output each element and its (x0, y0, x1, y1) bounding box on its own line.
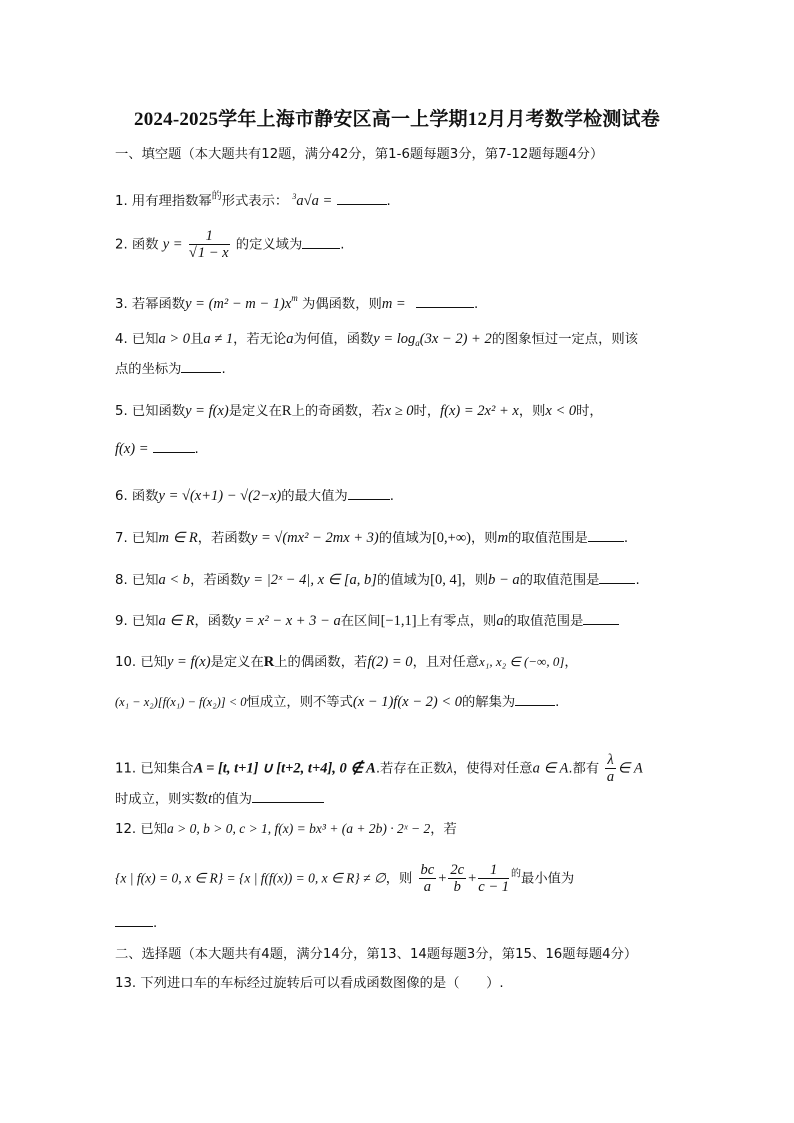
section-heading-choice: 二、选择题（本大题共有4题，满分14分，第13、14题每题3分，第15、16题每题4分） (115, 947, 638, 962)
question-6: 6. 函数y = √(x+1) − √(2−x)的最大值为 . (115, 488, 394, 504)
question-7: 7. 已知m ∈ R，若函数y = √(mx² − 2mx + 3)的值域为[0,+∞)，则m的取值范围是 . (115, 530, 629, 546)
answer-blank (416, 295, 474, 308)
answer-blank (302, 236, 340, 249)
answer-blank (337, 192, 387, 205)
answer-blank (583, 612, 619, 625)
answer-blank (252, 790, 324, 803)
question-10-cont: (x₁ − x₂)[f(x₁) − f(x₂)] < 0恒成立，则不等式(x − 1)f(x − 2) < 0的解集为 . (115, 694, 560, 710)
q2-fraction: $\frac{1}{√1 - x}$ (188, 228, 229, 261)
section-heading-fill-blank: 一、填空题（本大题共有12题，满分42分，第1-6题每题3分，第7-12题每题4分） (115, 147, 604, 162)
answer-blank (115, 914, 153, 927)
question-13: 13. 下列进口车的车标经过旋转后可以看成函数图像的是（ ）. (115, 976, 504, 991)
answer-blank (515, 693, 555, 706)
answer-blank (153, 440, 195, 453)
question-11: 11. 已知集合A = [t, t+1] ∪ [t+2, t+4], 0 ∉ A.若存在正数λ，使得对任意a ∈ A.都有 $\frac{\lambda}{a}$ ∈ A (115, 752, 643, 785)
answer-blank (348, 487, 390, 500)
question-12-blank: . (115, 914, 157, 932)
question-4-cont: 点的坐标为 . (115, 362, 226, 377)
question-10: 10. 已知y = f(x)是定义在R上的偶函数，若f(2) = 0，且对任意x₁, x₂ ∈ (−∞, 0]， (115, 654, 578, 670)
answer-blank (588, 529, 624, 542)
q1-expression: $^3$a√a = (292, 192, 333, 209)
answer-blank (181, 360, 221, 373)
question-9: 9. 已知a ∈ R，函数y = x² − x + 3 − a在区间[−1,1]上有零点，则a的取值范围是 (115, 612, 619, 630)
question-12: 12. 已知a > 0, b > 0, c > 1, f(x) = bx³ + (a + 2b) · 2ˣ − 2，若 (115, 821, 457, 837)
answer-blank (599, 571, 635, 584)
question-5: 5. 已知函数y = f(x)是定义在R上的奇函数，若x ≥ 0时，f(x) = 2x² + x，则x < 0时， (115, 403, 603, 419)
question-1: 1. 用有理指数幂$^的$形式表示： $^3$a√a = . (115, 191, 391, 209)
question-11-cont: 时成立，则实数t的值为 (115, 790, 324, 808)
question-8: 8. 已知a < b，若函数y = |2ˣ − 4|, x ∈ [a, b]的值域为[0, 4]，则b − a的取值范围是 . (115, 572, 640, 588)
question-4: 4. 已知a > 0且a ≠ 1，若无论a为何值，函数$y = \log_a(3x - 2) + 2$的图象恒过一定点，则该 (115, 331, 638, 348)
question-12-cont: {x | f(x) = 0, x ∈ R} = {x | f(f(x)) = 0, x ∈ R} ≠ ∅，则 $\frac{bc}{a}$ + $\frac{2c}{b}$ + $\frac{1}{c - 1}$ $^的$最小值为 (115, 862, 575, 895)
q11-fraction: $\frac{\lambda}{a}$ (606, 752, 615, 785)
page-title: 2024-2025学年上海市静安区高一上学期12月月考数学检测试卷 (134, 109, 660, 130)
question-3: 3. 若幂函数$y = (m^2 - m - 1)x^m$ 为偶函数，则m = . (115, 293, 479, 312)
question-5-cont: f(x) = . (115, 441, 199, 457)
question-2: 2. 函数 y = $\frac{1}{√1 - x}$ 的定义域为 . (115, 228, 345, 261)
